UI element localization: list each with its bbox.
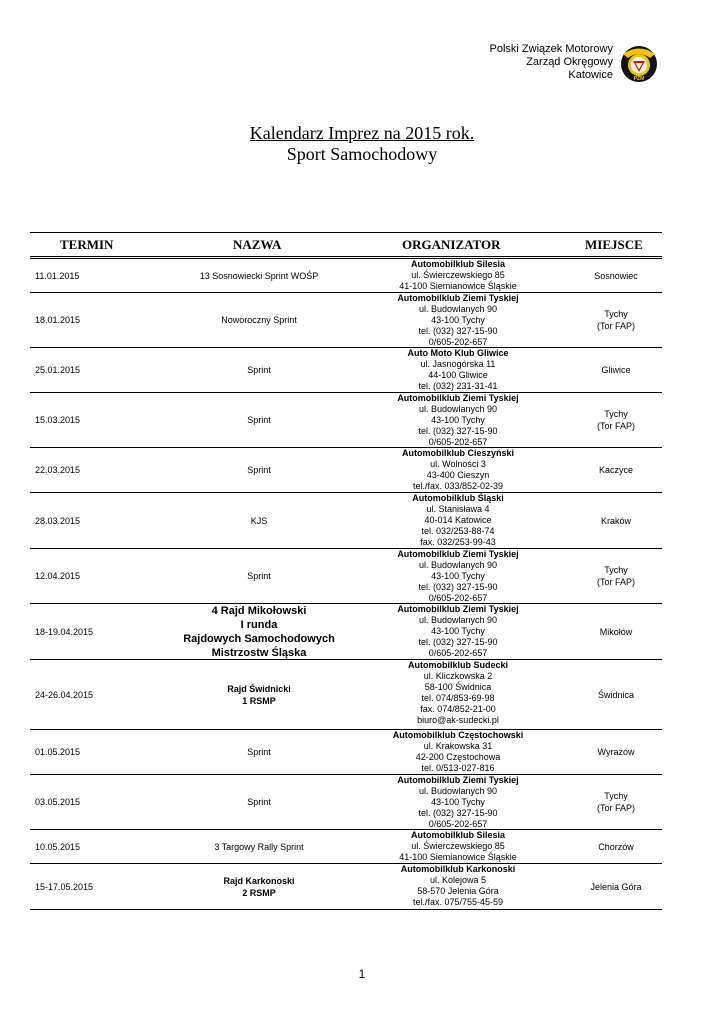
organizer-name: Automobilklub Ziemi Tyskiej — [397, 775, 519, 785]
event-organizer — [360, 775, 556, 830]
event-organizer — [360, 604, 556, 659]
organizer-detail: tel. (032) 327-15-90 — [418, 637, 498, 647]
org-name: Polski Związek Motorowy — [489, 43, 613, 55]
event-date: 25.01.2015 — [35, 365, 81, 375]
event-name: Noworoczny Sprint — [221, 315, 297, 325]
event-organizer — [360, 864, 556, 908]
event-date: 24-26.04.2015 — [35, 689, 94, 700]
event-date: 12.04.2015 — [35, 571, 81, 581]
organizer-detail: ul. Budowlanych 90 — [418, 560, 498, 570]
event-place: Jelenia Góra — [590, 881, 642, 892]
event-name: 13 Sosnowiecki Sprint WOŚP — [199, 270, 319, 281]
event-name: Sprint — [247, 365, 271, 375]
organizer-name: Automobilklub Częstochowski — [392, 730, 524, 740]
organizer-detail: ul. Budowlanych 90 — [418, 404, 498, 414]
event-organizer — [360, 830, 556, 863]
event-name: Rajd Karkonoski 2 RSMP — [223, 875, 295, 898]
event-place: Kraków — [600, 515, 631, 526]
event-date: 10.05.2015 — [35, 841, 81, 852]
event-name: KJS — [250, 515, 268, 526]
pzm-logo-icon — [620, 45, 658, 83]
event-name: 3 Targowy Rally Sprint — [214, 841, 304, 852]
event-date: 15-17.05.2015 — [35, 881, 94, 892]
organizer-detail: 42-200 Częstochowa — [415, 752, 501, 762]
organizer-detail: 0/605-202-657 — [428, 593, 488, 603]
document-title — [0, 123, 724, 165]
table-row — [30, 730, 662, 775]
organizer-detail: fax. 032/253-99-43 — [420, 537, 496, 547]
table-body — [30, 259, 662, 910]
organizer-detail: tel. (032) 327-15-90 — [418, 426, 498, 436]
organizer-detail: tel./fax. 033/852-02-39 — [412, 481, 504, 491]
organizer-name: Automobilklub Silesia — [410, 259, 505, 269]
organizer-name: Automobilklub Ziemi Tyskiej — [397, 549, 519, 559]
organizer-name: Automobilklub Silesia — [410, 830, 505, 840]
organization-header — [490, 43, 613, 82]
organizer-detail: 43-100 Tychy — [431, 315, 485, 325]
organizer-detail: tel./fax. 075/755-45-59 — [412, 897, 504, 907]
organizer-detail: 43-100 Tychy — [431, 571, 485, 581]
event-name: Sprint — [247, 747, 271, 757]
organizer-detail: tel. 074/853-69-98 — [421, 693, 495, 703]
event-organizer — [360, 259, 556, 292]
organizer-name: Automobilklub Karkonoski — [400, 864, 516, 874]
organizer-detail: tel. (032) 327-15-90 — [418, 326, 498, 336]
organizer-name: Automobilklub Sudecki — [407, 660, 508, 670]
organizer-detail: tel. (032) 231-31-41 — [418, 381, 498, 391]
organizer-name: Automobilklub Ziemi Tyskiej — [397, 293, 519, 303]
table-row — [30, 448, 662, 493]
event-name: Sprint — [247, 465, 271, 475]
title-line-1: Kalendarz Imprez na 2015 rok. — [249, 123, 475, 143]
event-name: 4 Rajd Mikołowski I runda Rajdowych Samochodowych Mistrzostw Śląska — [183, 604, 335, 659]
organizer-name: Automobilklub Cieszyński — [401, 448, 515, 458]
table-row — [30, 775, 662, 830]
organizer-detail: ul. Krakowska 31 — [423, 741, 493, 751]
organizer-detail: ul. Stanisława 4 — [426, 504, 490, 514]
table-row — [30, 604, 662, 660]
organizer-detail: 58-570 Jelenia Góra — [417, 886, 499, 896]
event-date: 18-19.04.2015 — [35, 626, 94, 637]
title-line-2: Sport Samochodowy — [286, 144, 438, 164]
organizer-detail: 0/605-202-657 — [428, 437, 488, 447]
header-miejsce: MIEJSCE — [585, 237, 643, 252]
organizer-detail: tel. 032/253-88-74 — [421, 526, 495, 536]
org-city: Katowice — [568, 69, 613, 81]
organizer-detail: ul. Świerczewskiego 85 — [411, 270, 505, 280]
organizer-detail: 58-100 Świdnica — [424, 682, 492, 692]
table-row — [30, 348, 662, 393]
organizer-detail: 43-400 Cieszyn — [426, 470, 490, 480]
event-place: Chorzów — [598, 841, 634, 852]
organizer-detail: ul. Budowlanych 90 — [418, 304, 498, 314]
event-place: Tychy (Tor FAP) — [596, 791, 635, 813]
table-row — [30, 259, 662, 293]
event-organizer — [360, 493, 556, 548]
organizer-detail: 40-014 Katowice — [424, 515, 492, 525]
event-place: Gliwice — [601, 365, 631, 375]
header-organizator: ORGANIZATOR — [402, 237, 501, 252]
organizer-name: Auto Moto Klub Gliwice — [407, 348, 509, 358]
event-organizer — [360, 348, 556, 392]
header-termin: TERMIN — [60, 237, 114, 252]
organizer-name: Automobilklub Śląski — [412, 493, 504, 503]
organizer-detail: 0/605-202-657 — [428, 648, 488, 658]
event-name: Sprint — [247, 797, 271, 807]
organizer-detail: 43-100 Tychy — [431, 626, 485, 636]
event-place: Mikołów — [599, 626, 633, 637]
event-place: Kaczyce — [598, 465, 633, 475]
event-place: Tychy (Tor FAP) — [596, 409, 635, 431]
table-row — [30, 393, 662, 448]
organizer-detail: ul. Świerczewskiego 85 — [411, 841, 505, 851]
table-row — [30, 864, 662, 910]
event-organizer — [360, 448, 556, 492]
organizer-detail: biuro@ak-sudecki.pl — [417, 715, 499, 725]
table-row — [30, 660, 662, 730]
event-organizer — [360, 293, 556, 348]
organizer-detail: ul. Budowlanych 90 — [418, 615, 498, 625]
event-place: Wyrazów — [597, 747, 635, 757]
organizer-detail: 41-100 Siemianowice Śląskie — [399, 852, 517, 862]
event-date: 18.01.2015 — [35, 315, 81, 325]
event-date: 28.03.2015 — [35, 515, 81, 526]
header-nazwa: NAZWA — [233, 237, 282, 252]
event-date: 03.05.2015 — [35, 797, 81, 807]
event-organizer — [360, 730, 556, 774]
organizer-detail: 0/605-202-657 — [428, 337, 488, 347]
event-name: Rajd Świdnicki 1 RSMP — [227, 683, 291, 706]
event-organizer — [360, 549, 556, 604]
organizer-detail: 41-100 Siemianowice Śląskie — [399, 281, 517, 291]
organizer-detail: ul. Wolności 3 — [430, 459, 486, 469]
organizer-detail: ul. Kliczkowska 2 — [423, 671, 493, 681]
event-place: Sosnowiec — [594, 270, 638, 281]
event-place: Świdnica — [597, 689, 635, 700]
page-number: 1 — [358, 967, 366, 981]
table-header — [30, 232, 662, 259]
event-date: 22.03.2015 — [35, 465, 81, 475]
event-place: Tychy (Tor FAP) — [596, 309, 635, 331]
organizer-detail: tel. (032) 327-15-90 — [418, 582, 498, 592]
organizer-name: Automobilklub Ziemi Tyskiej — [397, 604, 519, 614]
table-row — [30, 493, 662, 549]
table-row — [30, 293, 662, 348]
table-row — [30, 549, 662, 604]
organizer-detail: 0/605-202-657 — [428, 819, 488, 829]
organizer-detail: tel. (032) 327-15-90 — [418, 808, 498, 818]
event-organizer — [360, 660, 556, 726]
organizer-detail: 43-100 Tychy — [431, 797, 485, 807]
table-row — [30, 830, 662, 864]
organizer-detail: fax. 074/852-21-00 — [420, 704, 496, 714]
event-date: 11.01.2015 — [35, 270, 80, 281]
org-unit: Zarząd Okręgowy — [526, 56, 613, 68]
organizer-detail: tel. 0/513-027-816 — [421, 763, 495, 773]
svg-text:PZM: PZM — [633, 76, 645, 82]
organizer-detail: 43-100 Tychy — [431, 415, 485, 425]
organizer-detail: ul. Jasnogórska 11 — [420, 359, 496, 369]
event-organizer — [360, 393, 556, 448]
events-table — [30, 232, 662, 910]
organizer-detail: ul. Kolejowa 5 — [429, 875, 487, 885]
organizer-name: Automobilklub Ziemi Tyskiej — [397, 393, 519, 403]
organizer-detail: 44-100 Gliwice — [428, 370, 488, 380]
organizer-detail: ul. Budowlanych 90 — [418, 786, 498, 796]
event-name: Sprint — [247, 571, 271, 581]
event-date: 15.03.2015 — [35, 415, 81, 425]
event-date: 01.05.2015 — [35, 747, 81, 757]
event-place: Tychy (Tor FAP) — [596, 565, 635, 587]
event-name: Sprint — [247, 415, 271, 425]
